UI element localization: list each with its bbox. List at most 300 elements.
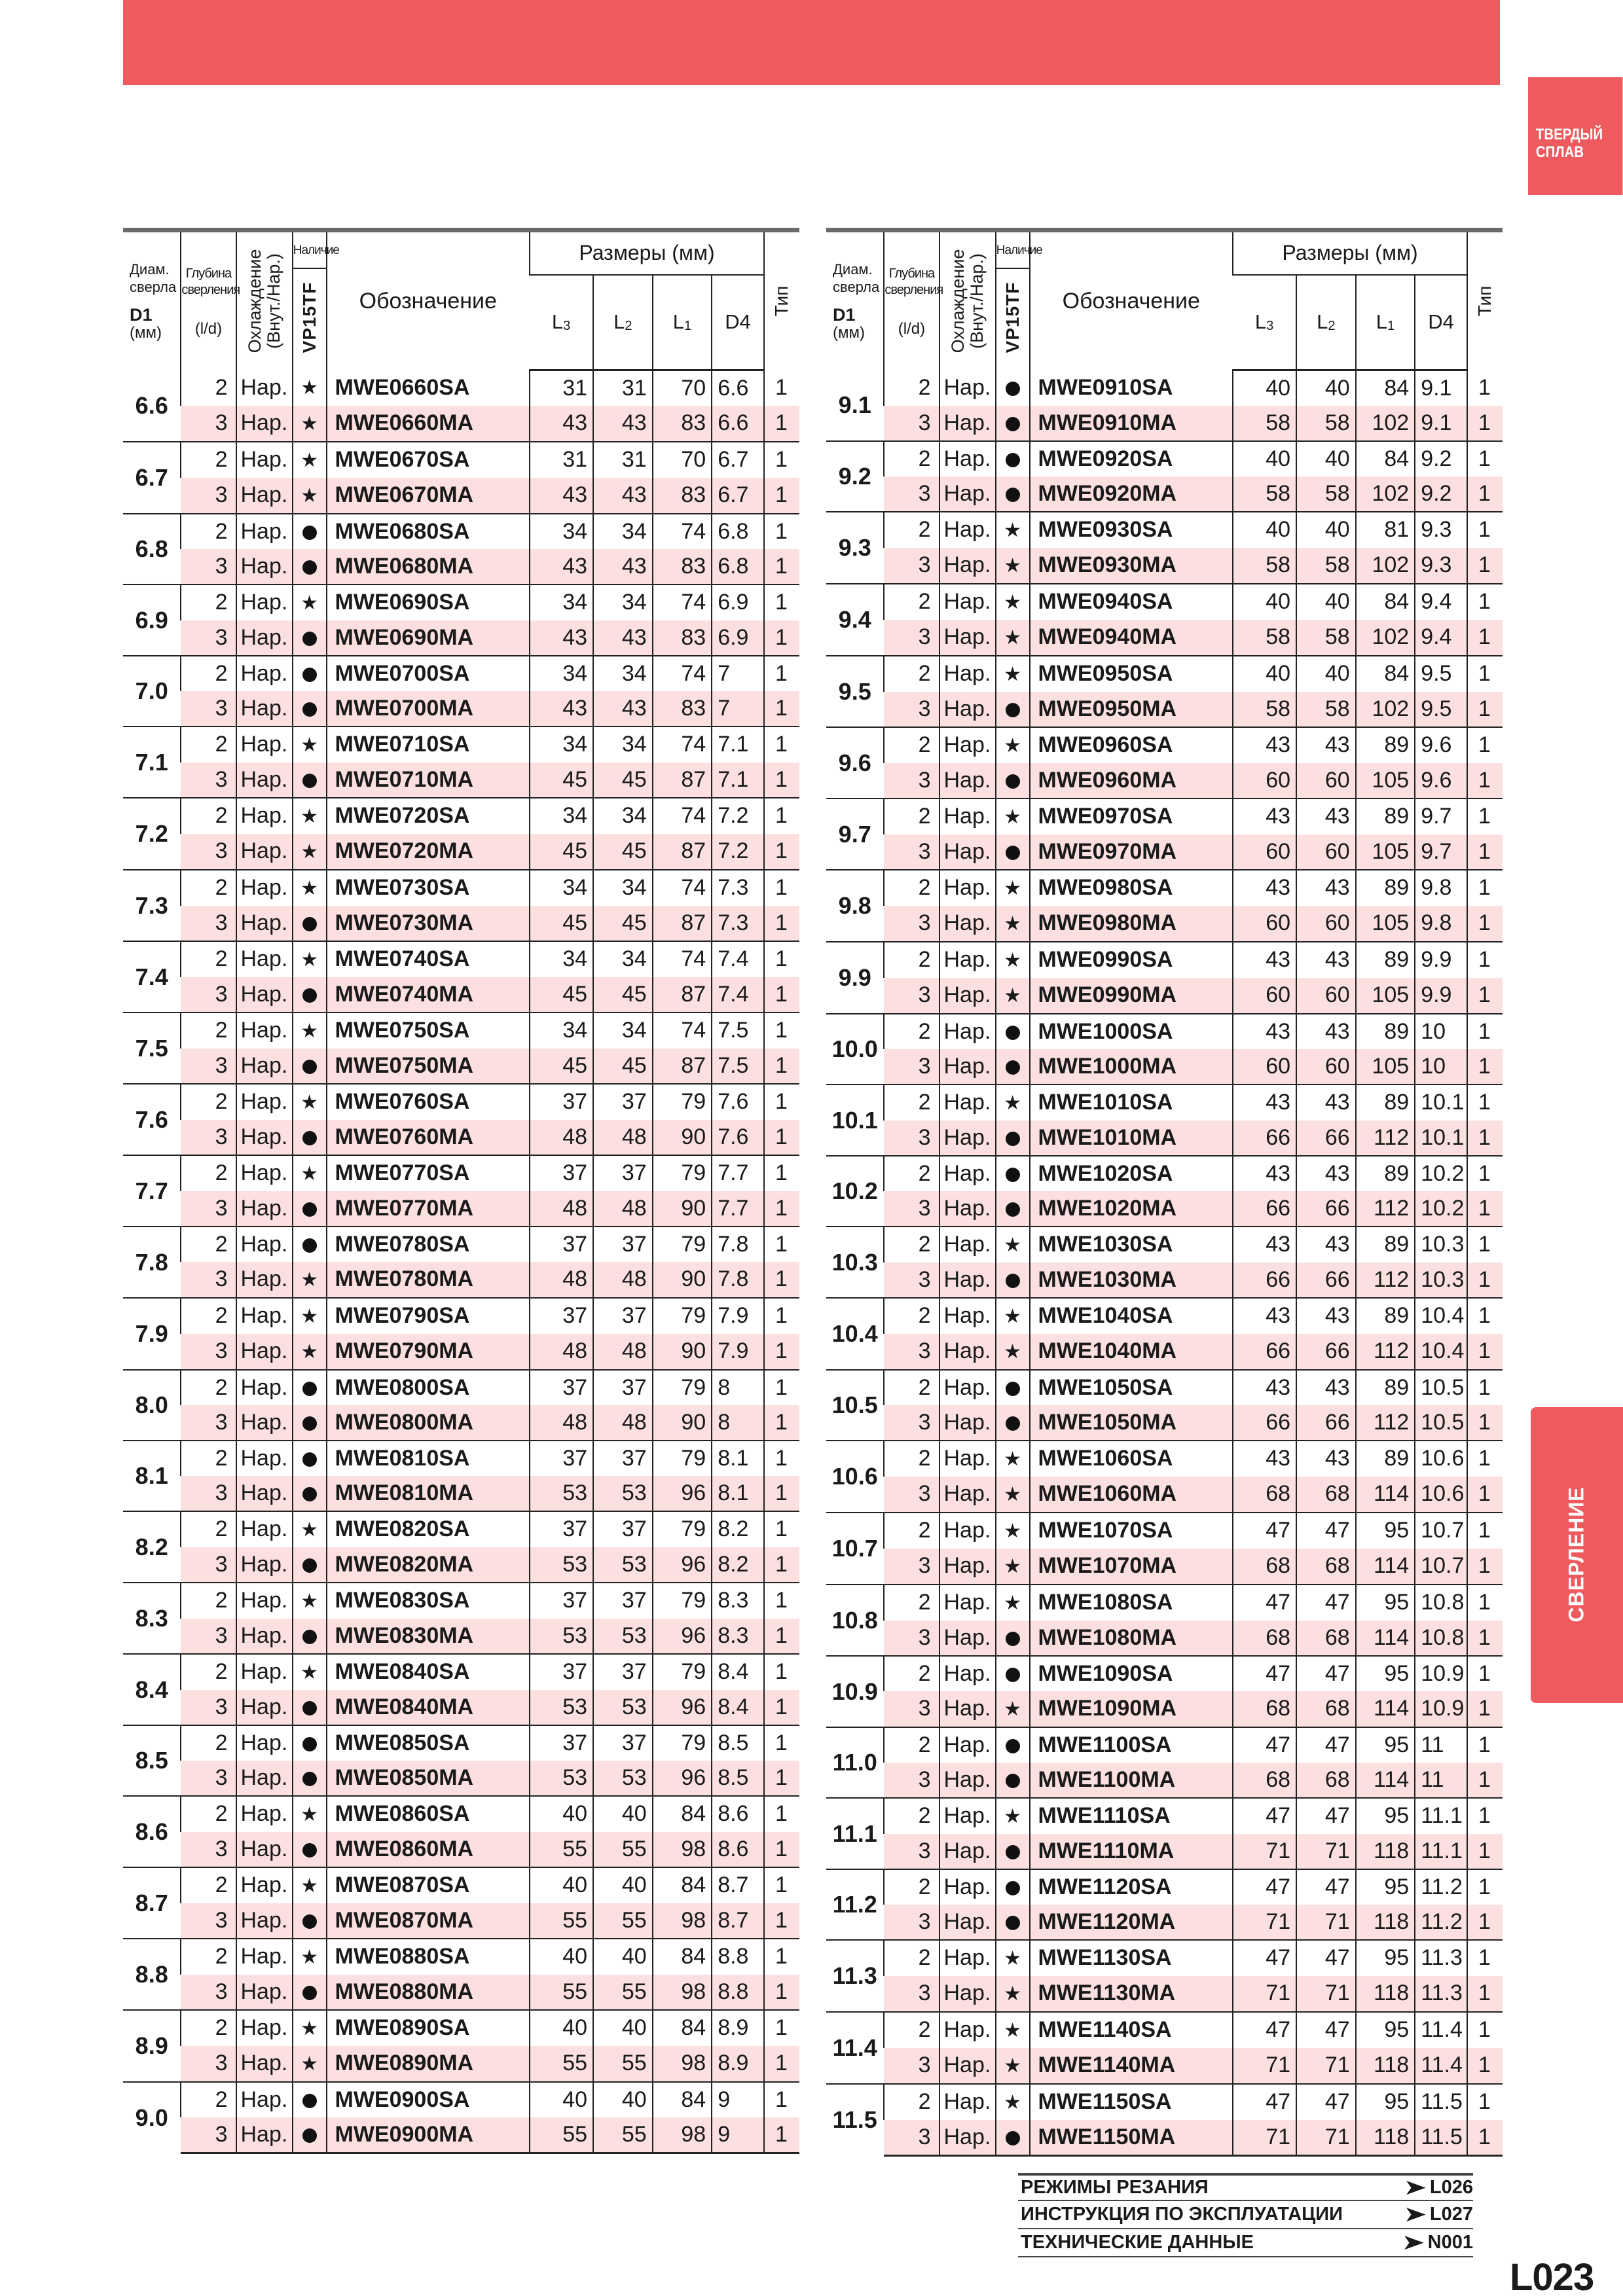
designation-cell[interactable]: MWE1130MA [1030,1976,1233,2012]
ref-technical-data[interactable] [1018,2229,1473,2257]
designation-cell[interactable]: MWE1080SA [1030,1585,1233,1621]
designation-cell[interactable]: MWE1150SA [1030,2084,1233,2120]
coolant-cell: Нар. [939,1549,996,1585]
d4-cell: 10.8 [1415,1621,1467,1656]
designation-cell[interactable]: MWE0770MA [327,1191,530,1227]
designation-cell[interactable]: MWE0700MA [327,691,530,726]
designation-cell[interactable]: MWE1000SA [1030,1014,1233,1049]
table-row [123,870,799,906]
section-tab-carbide[interactable] [1528,77,1623,195]
designation-cell[interactable]: MWE0920MA [1030,476,1233,512]
l3-cell: 43 [1233,727,1296,763]
designation-cell[interactable]: MWE1040MA [1030,1334,1233,1370]
designation-cell[interactable]: MWE1120MA [1030,1905,1233,1940]
star-icon: ★ [301,2053,319,2075]
d4-cell: 8 [712,1370,764,1405]
in-stock-dot-icon [302,1487,317,1501]
table-row [123,834,799,870]
diameter-cell: 10.0 [826,1014,884,1085]
l3-cell: 68 [1233,1549,1296,1585]
diameter-cell: 7.7 [123,1155,181,1227]
designation-cell[interactable]: MWE0720SA [327,798,530,834]
l3-cell: 43 [530,406,593,442]
coolant-cell: Нар. [939,1976,996,2012]
designation-cell[interactable]: MWE0850MA [327,1761,530,1796]
d4-cell: 9.2 [1415,476,1467,512]
designation-cell[interactable]: MWE0970MA [1030,834,1233,870]
designation-cell[interactable]: MWE0820SA [327,1511,530,1547]
d4-cell: 10.4 [1415,1334,1467,1370]
l2-cell: 40 [1296,441,1356,476]
col-dimensions-header: Размеры (мм) [530,230,764,275]
depth-cell: 2 [181,514,236,549]
availability-cell [996,1263,1030,1298]
d4-cell: 8.3 [712,1619,764,1654]
in-stock-dot-icon [1006,1202,1020,1217]
designation-cell[interactable]: MWE1060SA [1030,1441,1233,1477]
coolant-cell: Нар. [236,1476,293,1511]
type-cell: 1 [1467,978,1503,1014]
designation-cell[interactable]: MWE0700SA [327,656,530,691]
star-icon: ★ [301,1268,319,1291]
depth-cell: 2 [181,1583,236,1619]
d4-cell: 11.2 [1415,1905,1467,1940]
l1-cell: 102 [1356,406,1415,441]
l3-cell: 58 [1233,476,1296,512]
coolant-cell: Нар. [939,1763,996,1798]
designation-cell[interactable]: MWE0670MA [327,478,530,514]
availability-cell [293,1405,327,1441]
designation-cell[interactable]: MWE1010SA [1030,1085,1233,1121]
designation-cell[interactable]: MWE0870SA [327,1867,530,1903]
availability-cell [996,1441,1030,1477]
coolant-cell: Нар. [939,1727,996,1763]
l1-cell: 95 [1356,2084,1415,2120]
availability-cell [293,1690,327,1725]
coolant-cell: Нар. [939,1691,996,1727]
designation-cell[interactable]: MWE0970SA [1030,798,1233,834]
availability-cell [996,1477,1030,1513]
availability-cell [293,1120,327,1155]
table-row [123,2117,799,2153]
l3-cell: 58 [1233,620,1296,656]
l1-cell: 118 [1356,2120,1415,2156]
designation-cell[interactable]: MWE0760MA [327,1120,530,1155]
l1-cell: 84 [653,2010,712,2046]
designation-cell[interactable]: MWE0830MA [327,1619,530,1654]
table-row [123,1262,799,1298]
l2-cell: 43 [593,549,653,584]
ref-code: L026 [1429,2177,1473,2198]
star-icon: ★ [1004,806,1022,828]
type-cell: 1 [1467,1263,1503,1298]
designation-cell[interactable]: MWE0980MA [1030,906,1233,942]
diameter-cell: 6.8 [123,514,181,584]
table-row [123,1761,799,1796]
designation-cell[interactable]: MWE0910MA [1030,406,1233,441]
diameter-cell: 9.9 [826,942,884,1014]
designation-cell[interactable]: MWE1020MA [1030,1191,1233,1227]
l2-cell: 60 [1296,1049,1356,1085]
star-icon: ★ [301,449,319,471]
designation-cell[interactable]: MWE1100SA [1030,1727,1233,1763]
l3-cell: 40 [1233,584,1296,620]
designation-cell[interactable]: MWE0940MA [1030,620,1233,656]
designation-cell[interactable]: MWE0790MA [327,1334,530,1370]
designation-cell[interactable]: MWE0890SA [327,2010,530,2046]
designation-cell[interactable]: MWE0720MA [327,834,530,870]
d4-cell: 9.1 [1415,406,1467,441]
coolant-cell: Нар. [236,584,293,620]
col-depth-header [181,230,240,370]
table-row [123,1191,799,1227]
d4-cell: 11.2 [1415,1869,1467,1905]
l1-cell: 114 [1356,1477,1415,1513]
designation-cell[interactable]: MWE0840SA [327,1654,530,1690]
designation-cell[interactable]: MWE0690SA [327,584,530,620]
designation-cell[interactable]: MWE1110MA [1030,1834,1233,1869]
designation-cell[interactable]: MWE1070MA [1030,1549,1233,1585]
designation-cell[interactable]: MWE1130SA [1030,1940,1233,1976]
depth-cell: 2 [181,1939,236,1975]
d4-cell: 10 [1415,1049,1467,1085]
availability-cell [293,1476,327,1511]
ref-cutting-conditions[interactable] [1018,2173,1473,2201]
designation-cell[interactable]: MWE1120SA [1030,1869,1233,1905]
l2-cell: 43 [1296,798,1356,834]
availability-cell [293,584,327,620]
table-row [123,1084,799,1120]
designation-cell[interactable]: MWE0800SA [327,1370,530,1405]
l3-cell: 71 [1233,2120,1296,2156]
designation-cell[interactable]: MWE0730SA [327,870,530,906]
designation-cell[interactable]: MWE1150MA [1030,2120,1233,2156]
l3-cell: 58 [1233,692,1296,727]
section-tab-drilling[interactable] [1531,1407,1623,1703]
l2-cell: 53 [593,1476,653,1511]
designation-cell[interactable]: MWE1050SA [1030,1370,1233,1405]
l1-cell: 95 [1356,1869,1415,1905]
l1-cell: 98 [653,1832,712,1867]
availability-cell [996,2120,1030,2156]
table-row [123,1155,799,1191]
table-row [826,978,1503,1014]
l2-cell: 43 [593,691,653,726]
l1-cell: 90 [653,1120,712,1155]
table-row [123,1511,799,1547]
designation-cell[interactable]: MWE0730MA [327,906,530,941]
depth-cell: 2 [181,1298,236,1334]
designation-cell[interactable]: MWE0680SA [327,514,530,549]
coolant-wrap [940,232,995,370]
d4-cell: 9.3 [1415,548,1467,584]
type-cell: 1 [1467,406,1503,441]
depth-cell: 2 [181,870,236,906]
designation-cell[interactable]: MWE1060MA [1030,1477,1233,1513]
designation-cell[interactable]: MWE0950SA [1030,656,1233,692]
l1-cell: 87 [653,834,712,870]
l3-cell: 45 [530,977,593,1013]
star-icon: ★ [1004,734,1022,757]
designation-cell[interactable]: MWE0660SA [327,370,530,406]
designation-cell[interactable]: MWE0830SA [327,1583,530,1619]
designation-cell[interactable]: MWE0750MA [327,1049,530,1084]
l1-cell: 89 [1356,1441,1415,1477]
depth-cell: 2 [181,1013,236,1049]
col-type-header [1467,230,1503,370]
designation-cell[interactable]: MWE0940SA [1030,584,1233,620]
in-stock-dot-icon [302,1202,317,1217]
l3-cell: 31 [530,370,593,406]
l2-cell: 34 [593,870,653,906]
designation-cell[interactable]: MWE1090MA [1030,1691,1233,1727]
d4-cell: 7.3 [712,870,764,906]
table-row [826,1191,1503,1227]
type-cell: 1 [764,514,799,549]
col-designation-header: Обозначение [327,230,530,370]
designation-cell[interactable]: MWE0820MA [327,1547,530,1583]
l1-cell: 102 [1356,548,1415,584]
d4-cell: 9 [712,2082,764,2117]
coolant-cell: Нар. [236,1405,293,1441]
l3-cell: 43 [530,691,593,726]
depth-cell: 2 [884,1656,939,1691]
l3-cell: 37 [530,1370,593,1405]
designation-cell[interactable]: MWE0860MA [327,1832,530,1867]
designation-cell[interactable]: MWE1030SA [1030,1227,1233,1263]
depth-cell: 2 [884,656,939,692]
coolant-cell: Нар. [939,692,996,727]
diameter-cell: 10.6 [826,1441,884,1513]
d4-cell: 7.4 [712,941,764,977]
ref-label: ТЕХНИЧЕСКИЕ ДАННЫЕ [1021,2232,1254,2253]
l2-cell: 45 [593,762,653,798]
type-cell: 1 [1467,2048,1503,2084]
designation-cell[interactable]: MWE0990MA [1030,978,1233,1014]
designation-cell[interactable]: MWE1140SA [1030,2012,1233,2048]
diameter-cell: 7.2 [123,798,181,870]
l3-cell: 66 [1233,1121,1296,1156]
designation-cell[interactable]: MWE1140MA [1030,2048,1233,2084]
col-l3-header [530,275,593,370]
availability-cell [996,1191,1030,1227]
type-cell: 1 [1467,1370,1503,1405]
l1-subscript: 1 [1387,319,1395,333]
dia-symbol: D1 [833,305,856,325]
diameter-cell: 10.5 [826,1370,884,1441]
l3-cell: 43 [1233,1227,1296,1263]
depth-cell: 3 [215,1338,228,1363]
l2-cell: 58 [1296,692,1356,727]
l2-cell: 37 [593,1654,653,1690]
type-cell: 1 [1467,1513,1503,1549]
depth-cell: 3 [918,838,931,864]
depth-cell: 3 [215,553,228,579]
designation-cell[interactable]: MWE0960MA [1030,763,1233,798]
designation-cell[interactable]: MWE1010MA [1030,1121,1233,1156]
designation-cell[interactable]: MWE0710SA [327,726,530,762]
designation-cell[interactable]: MWE0900MA [327,2117,530,2153]
l2-cell: 53 [593,1761,653,1796]
depth-cell: 2 [884,584,939,620]
depth-cell: 2 [884,1940,939,1976]
designation-cell[interactable]: MWE0740SA [327,941,530,977]
designation-cell[interactable]: MWE0680MA [327,549,530,584]
designation-cell[interactable]: MWE0690MA [327,620,530,656]
designation-cell[interactable]: MWE1030MA [1030,1263,1233,1298]
l3-cell: 68 [1233,1621,1296,1656]
designation-cell[interactable]: MWE1080MA [1030,1621,1233,1656]
depth-cell: 2 [884,2084,939,2120]
type-cell: 1 [764,906,799,941]
d4-cell: 8.2 [712,1547,764,1583]
designation-cell[interactable]: MWE0780SA [327,1227,530,1262]
designation-cell[interactable]: MWE0930MA [1030,548,1233,584]
designation-cell[interactable]: MWE1070SA [1030,1513,1233,1549]
designation-cell[interactable]: MWE1090SA [1030,1656,1233,1691]
l3-cell: 55 [530,1832,593,1867]
d4-cell: 6.6 [712,406,764,442]
l2-cell: 55 [593,1975,653,2010]
l2-cell: 71 [1296,2048,1356,2084]
l3-cell: 34 [530,1013,593,1049]
l1-cell: 79 [653,1654,712,1690]
type-cell: 1 [764,1619,799,1654]
designation-cell[interactable]: MWE0930SA [1030,512,1233,548]
designation-cell[interactable]: MWE1100MA [1030,1763,1233,1798]
l2-cell: 43 [1296,1227,1356,1263]
l1-cell: 79 [653,1441,712,1476]
type-cell: 1 [1467,1798,1503,1834]
l1-cell: 87 [653,1049,712,1084]
d4-cell: 11.3 [1415,1976,1467,2012]
coolant-cell: Нар. [939,1441,996,1477]
depth-cell: 2 [884,1298,939,1334]
l3-cell: 40 [530,2010,593,2046]
type-cell: 1 [1467,1298,1503,1334]
diameter-cell: 7.4 [123,941,181,1013]
l2-cell: 43 [1296,1085,1356,1121]
l1-cell: 98 [653,2046,712,2082]
designation-cell[interactable]: MWE0950MA [1030,692,1233,727]
d4-cell: 10.1 [1415,1121,1467,1156]
depth-cell: 3 [918,1053,931,1079]
designation-cell[interactable]: MWE0910SA [1030,370,1233,406]
d4-cell: 7.1 [712,726,764,762]
designation-cell[interactable]: MWE0760SA [327,1084,530,1120]
coolant-cell: Нар. [939,1621,996,1656]
type-cell: 1 [1467,1477,1503,1513]
designation-cell[interactable]: MWE1000MA [1030,1049,1233,1085]
designation-cell[interactable]: MWE0810MA [327,1476,530,1511]
designation-cell[interactable]: MWE0660MA [327,406,530,442]
designation-cell[interactable]: MWE1040SA [1030,1298,1233,1334]
designation-cell[interactable]: MWE0920SA [1030,441,1233,476]
table-row [826,1441,1503,1477]
l2-cell: 37 [593,1725,653,1761]
coolant-label [246,249,283,353]
depth-cell: 3 [215,1836,228,1861]
l3-cell: 34 [530,514,593,549]
designation-cell[interactable]: MWE0850SA [327,1725,530,1761]
availability-cell [293,834,327,870]
designation-cell[interactable]: MWE0810SA [327,1441,530,1476]
ref-instructions[interactable] [1018,2201,1473,2229]
depth-cell: 3 [918,1124,931,1150]
l3-cell: 48 [530,1262,593,1298]
depth-cell: 2 [884,1085,939,1121]
availability-cell [996,1656,1030,1691]
d4-cell: 9.1 [1415,370,1467,406]
l3-cell: 43 [1233,798,1296,834]
type-cell: 1 [1467,798,1503,834]
designation-cell[interactable]: MWE0900SA [327,2082,530,2117]
depth-cell: 2 [884,1727,939,1763]
designation-cell[interactable]: MWE0670SA [327,442,530,478]
designation-cell[interactable]: MWE0800MA [327,1405,530,1441]
designation-cell[interactable]: MWE0710MA [327,762,530,798]
designation-cell[interactable]: MWE0870MA [327,1903,530,1939]
designation-cell[interactable]: MWE0750SA [327,1013,530,1049]
l1-cell: 89 [1356,1085,1415,1121]
table-row [826,1156,1503,1191]
col-dimensions-header: Размеры (мм) [1233,230,1467,275]
coolant-cell: Нар. [236,1334,293,1370]
l3-cell: 37 [530,1511,593,1547]
table-row [826,1014,1503,1049]
availability-cell [996,1085,1030,1121]
d4-cell: 10 [1415,1014,1467,1049]
l3-cell: 34 [530,870,593,906]
col-availability-header [293,230,339,370]
depth-cell: 3 [918,552,931,577]
designation-cell[interactable]: MWE0980SA [1030,870,1233,906]
l2-cell: 66 [1296,1334,1356,1370]
l2-cell: 60 [1296,834,1356,870]
designation-cell[interactable]: MWE0890MA [327,2046,530,2082]
designation-cell[interactable]: MWE0860SA [327,1796,530,1832]
l3-cell: 43 [530,549,593,584]
depth-cell: 3 [918,1696,931,1721]
designation-cell[interactable]: MWE0780MA [327,1262,530,1298]
d4-cell: 7.9 [712,1298,764,1334]
designation-cell[interactable]: MWE0740MA [327,977,530,1013]
depth-cell: 2 [181,1796,236,1832]
d4-cell: 9.7 [1415,834,1467,870]
designation-cell[interactable]: MWE0960SA [1030,727,1233,763]
designation-cell[interactable]: MWE0990SA [1030,942,1233,978]
in-stock-dot-icon [1006,703,1020,717]
designation-cell[interactable]: MWE0880SA [327,1939,530,1975]
l1-cell: 114 [1356,1763,1415,1798]
l1-cell: 74 [653,726,712,762]
coolant-cell: Нар. [236,906,293,941]
l3-cell: 53 [530,1761,593,1796]
designation-cell[interactable]: MWE1050MA [1030,1405,1233,1441]
designation-cell[interactable]: MWE0840MA [327,1690,530,1725]
dia-label: Диам. [130,261,170,278]
l2-cell: 34 [593,1013,653,1049]
designation-cell[interactable]: MWE1110SA [1030,1798,1233,1834]
d4-cell: 9.3 [1415,512,1467,548]
table-row [826,1727,1503,1763]
designation-cell[interactable]: MWE0770SA [327,1155,530,1191]
coolant-cell: Нар. [939,2084,996,2120]
designation-cell[interactable]: MWE1020SA [1030,1156,1233,1191]
designation-cell[interactable]: MWE0880MA [327,1975,530,2010]
table-row [826,1298,1503,1334]
designation-cell[interactable]: MWE0790SA [327,1298,530,1334]
